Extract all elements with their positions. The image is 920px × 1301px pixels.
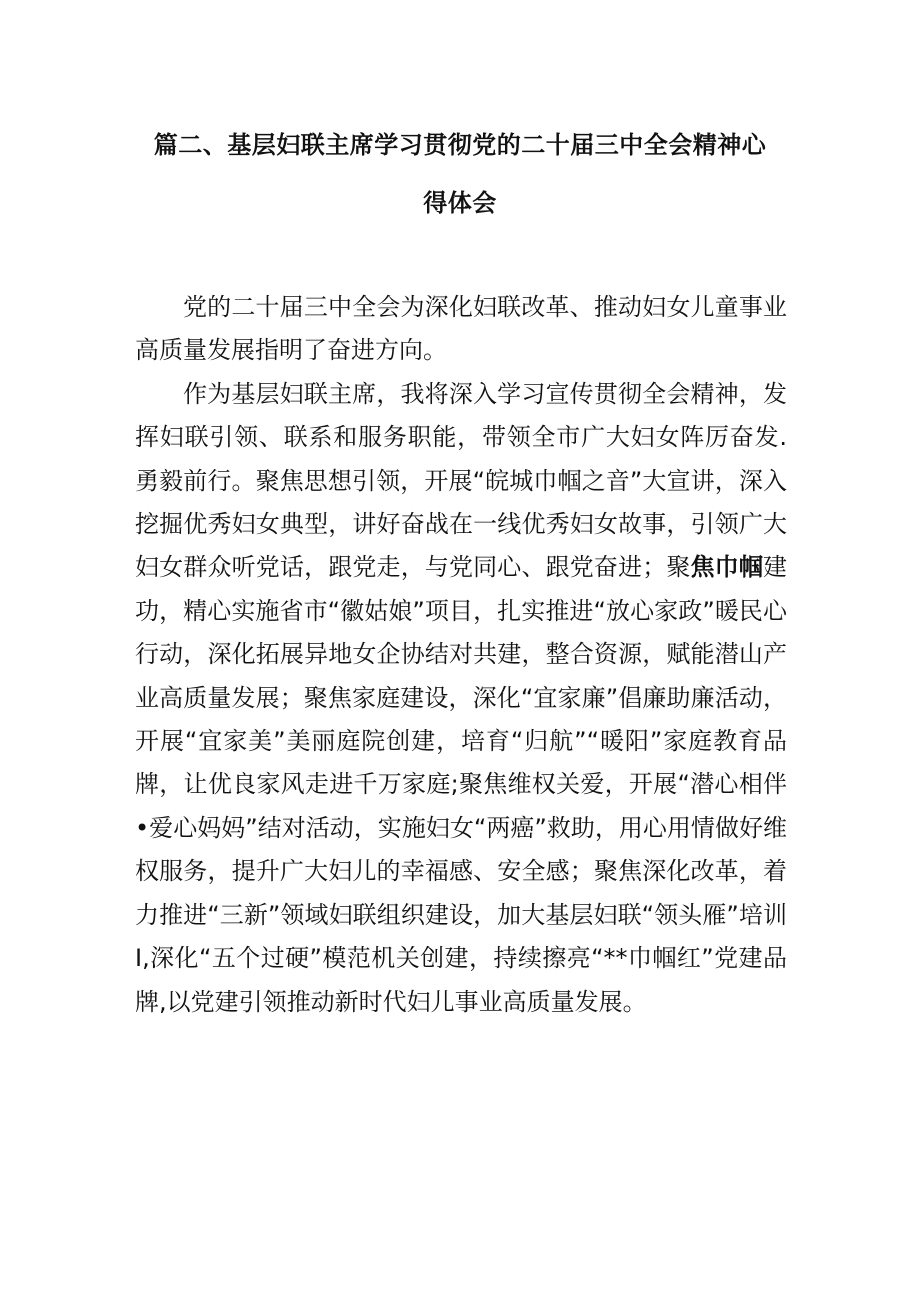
document-title-line-2: 得体会 [423,189,497,217]
paragraph-2-bold-text: 焦巾帼 [690,553,764,582]
paragraph-2-text-b: 建功，精心实施省市“徽姑娘”项目，扎实推进“放心家政”暖民心行动，深化拓展异地女企协结对共建，整合资源，赋能潜山产业高质量发展；聚焦家庭建设，深化“宜家廉”倡廉助廉活动，开展“宜家美”美丽庭院创建，培育“归航”“暖阳”家庭教育品牌，让优良家风走进千万家庭;聚焦维权关爱，开展“潜心相伴•爱心妈妈”结对活动，实施妇女“两癌”救助，用心用情做好维权服务，提升广大妇儿的幸福感、安全感；聚焦深化改革，着力推进“三新”领域妇联组织建设，加大基层妇联“领头雁”培训I,深化“五个过硬”模范机关创建，持续擦亮“**巾帼红”党建品牌,以党建引领推动新时代妇儿事业高质量发展。 [135,553,788,1016]
paragraph-1: 党的二十届三中全会为深化妇联改革、推动妇女儿童事业高质量发展指明了奋进方向。 [135,293,787,365]
paragraph-2 [135,373,787,1024]
document-title-line-1: 篇二、基层妇联主席学习贯彻党的二十届三中全会精神心 [153,131,767,159]
document-body [135,286,787,1024]
paragraph-2-text-a: 作为基层妇联主席，我将深入学习宣传贯彻全会精神，发挥妇联引领、联系和服务职能，带领全市广大妇女阵厉奋发.勇毅前行。聚焦思想引领，开展“皖城巾帼之音”大宣讲，深入挖掘优秀妇女典型，讲好奋战在一线优秀妇女故事，引领广大妇女群众听党话，跟党走，与党同心、跟党奋进；聚 [135,379,787,582]
